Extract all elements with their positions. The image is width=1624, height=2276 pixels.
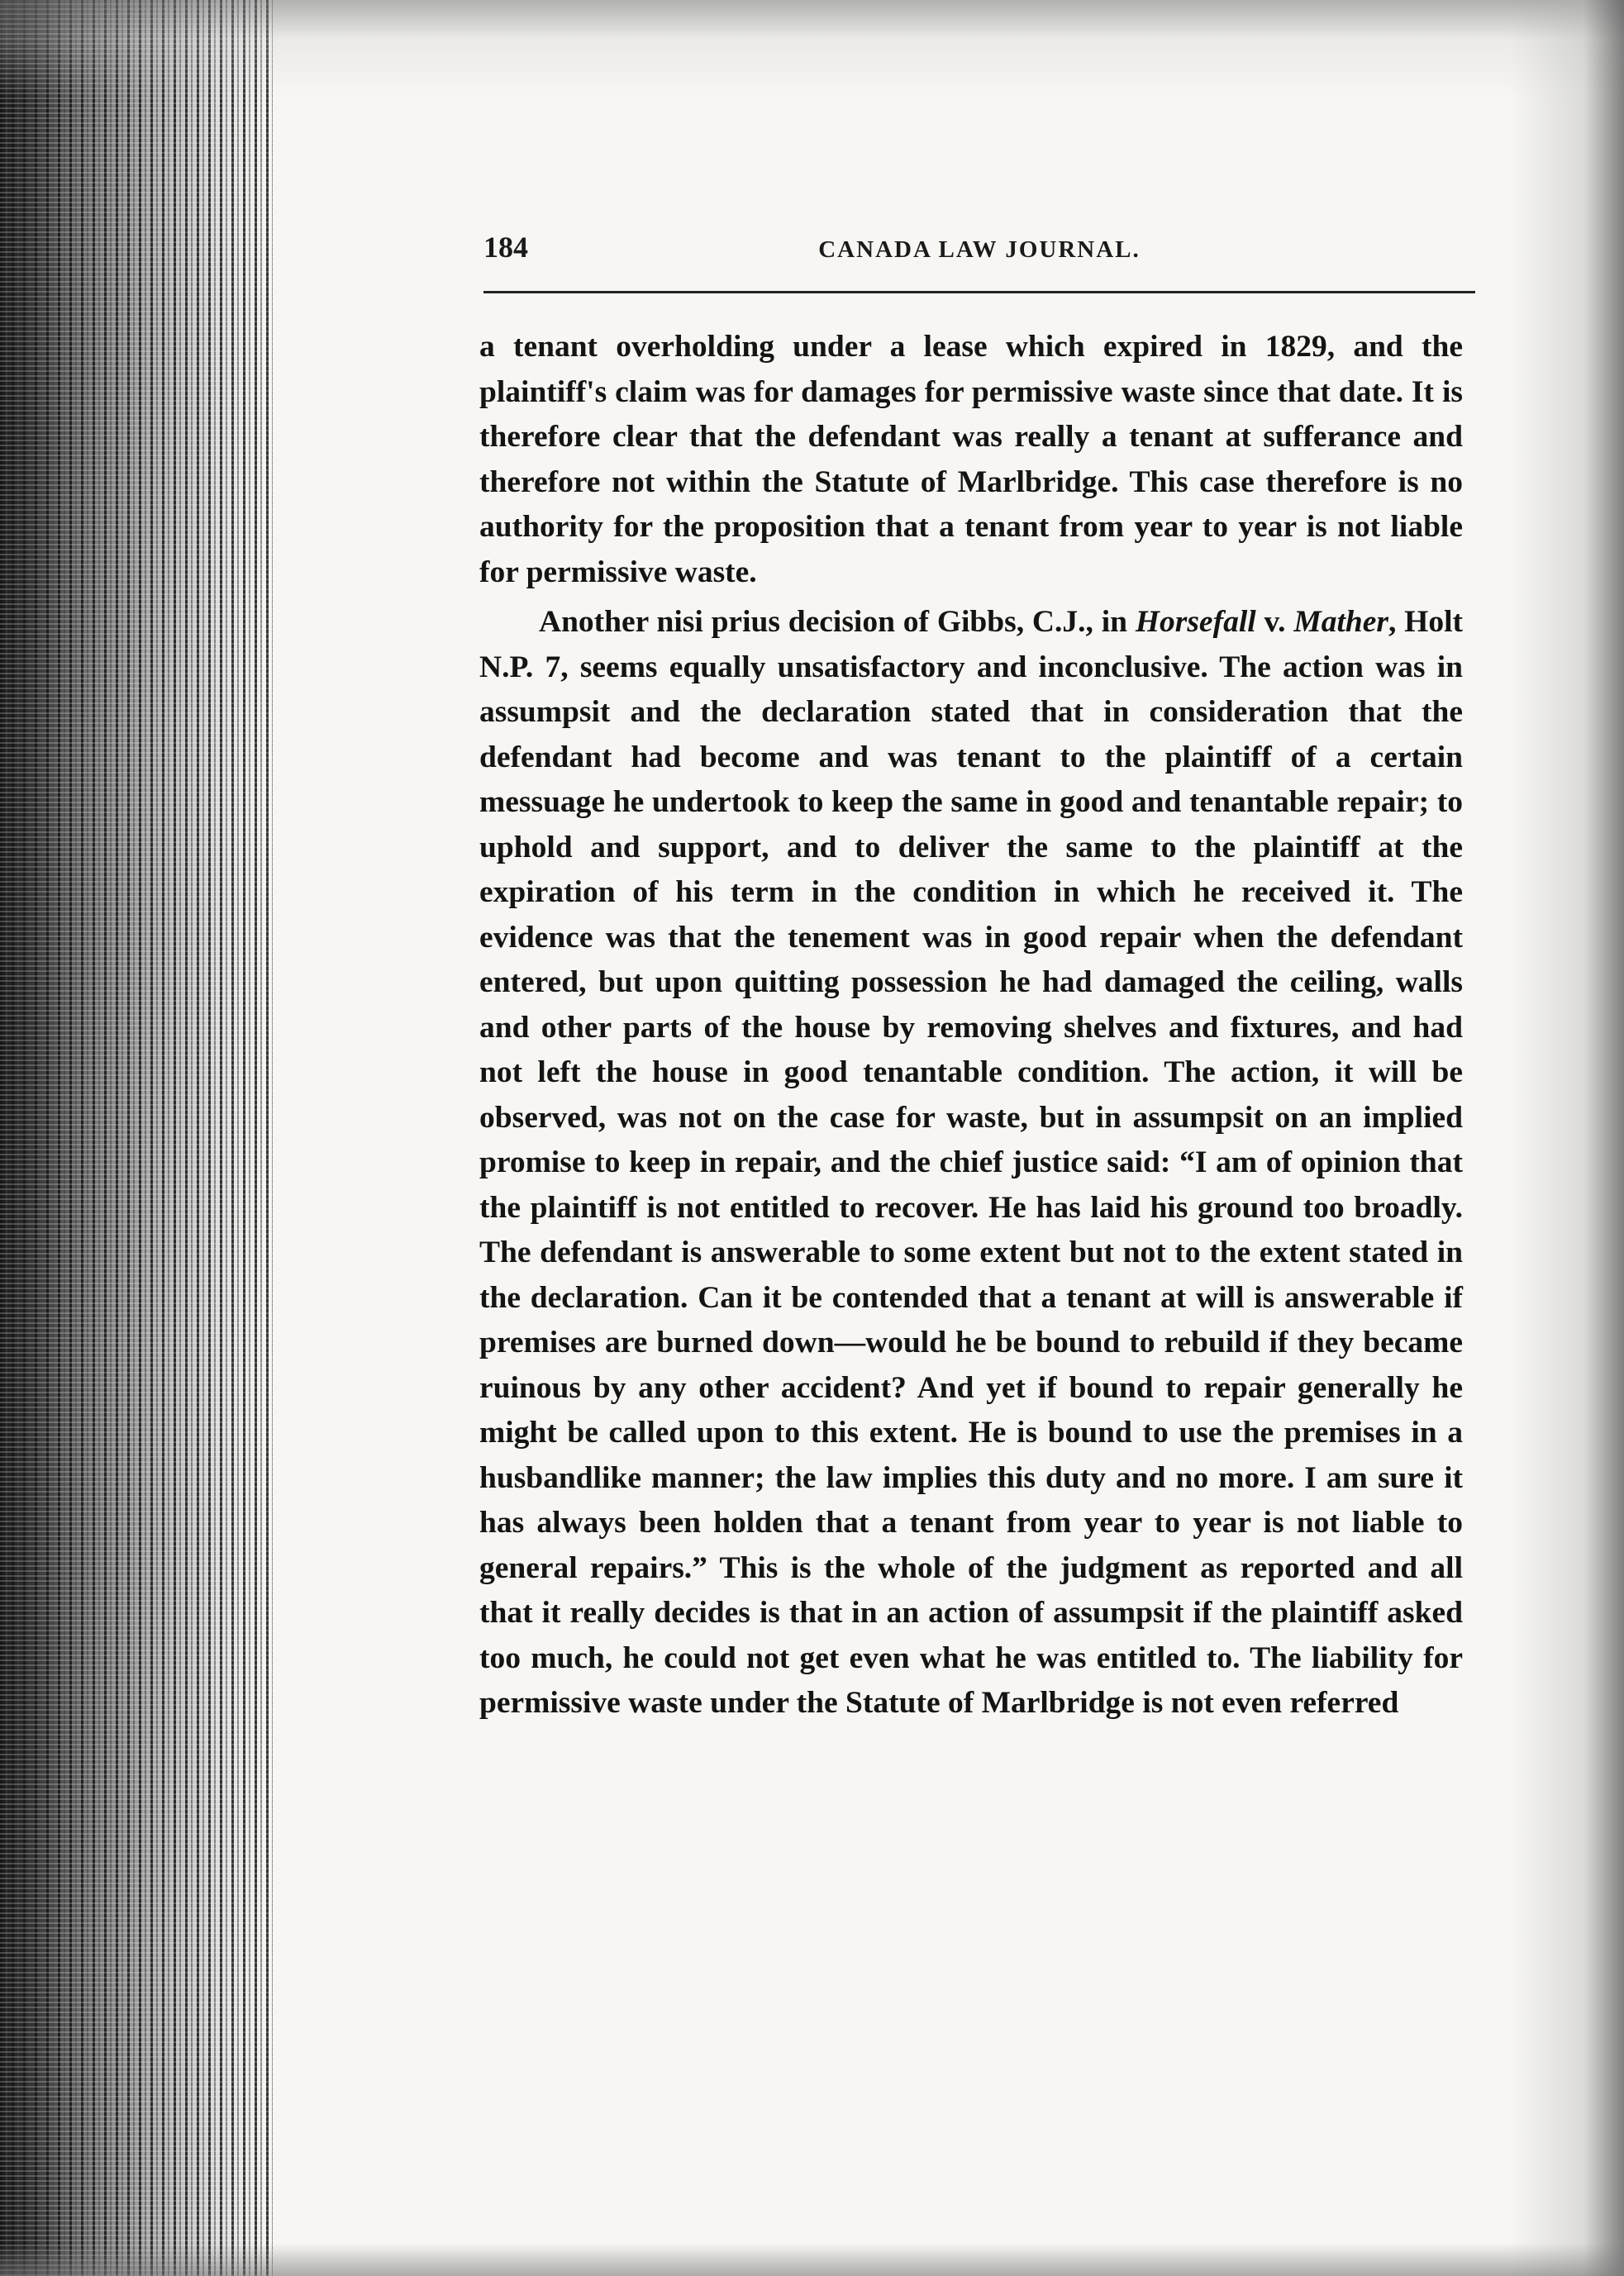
running-head: CANADA LAW JOURNAL. xyxy=(818,236,1141,263)
case-party-1: Horsefall xyxy=(1135,605,1256,639)
case-party-2: Mather xyxy=(1293,605,1388,639)
paragraph-2 xyxy=(479,600,1463,1726)
header-rule xyxy=(483,291,1475,293)
page-header xyxy=(483,230,1475,279)
paragraph-1: a tenant overholding under a lease which expired in 1829, and the plaintiff's claim was for damages for permissive waste since that date. It is therefore clear that the defendant was really a tenant at sufferance and therefore not within the Statute of Marlbridge. This case therefore is no authority for the proposition that a tenant from year to year is not liable for permissive waste. xyxy=(479,330,1463,589)
bottom-edge-shadow xyxy=(0,2243,1624,2276)
binding-noise xyxy=(0,0,273,2276)
body-text xyxy=(479,325,1463,1726)
case-versus: v. xyxy=(1255,605,1294,639)
right-edge-shadow xyxy=(1508,0,1624,2276)
page-number: 184 xyxy=(483,231,528,264)
top-edge-shadow xyxy=(0,0,1624,99)
paragraph-2-intro: Another nisi prius decision of Gibbs, C.J., in xyxy=(539,605,1136,639)
paragraph-2-body: , Holt N.P. 7, seems equally unsatisfactory and inconclusive. The action was in assumpsit and the declaration stated that in consideration that the defendant had become and was tenant to the plaintiff of a certain messuage he undertook to keep the same in good and tenantable repair; to uphold and support, and to deliver the same to the plaintiff at the expiration of his term in the condition in which he received it. The evidence was that the tenement was in good repair when the defendant entered, but upon quitting possession he had damaged the ceiling, walls and other parts of the house by removing shelves and fixtures, and had not left the house in good tenantable condition. The action, it will be observed, was not on the case for waste, but in assumpsit on an implied promise to keep in repair, and the chief justice said: “I am of opinion that the plaintiff is not entitled to recover. He has laid his ground too broadly. The defendant is answerable to some extent but not to the extent stated in the declaration. Can it be contended that a tenant at will is answerable if premises are burned down—would he be bound to rebuild if they became ruinous by any other accident? And yet if bound to repair generally he might be called upon to this extent. He is bound to use the premises in a husbandlike manner; the law implies this duty and no more. I am sure it has always been holden that a tenant from year to year is not liable to general repairs.” This is the whole of the judgment as reported and all that it really decides is that in an action of assumpsit if the plaintiff asked too much, he could not get even what he was entitled to. The liability for permissive waste under the Statute of Marlbridge is not even referred xyxy=(479,605,1464,1720)
